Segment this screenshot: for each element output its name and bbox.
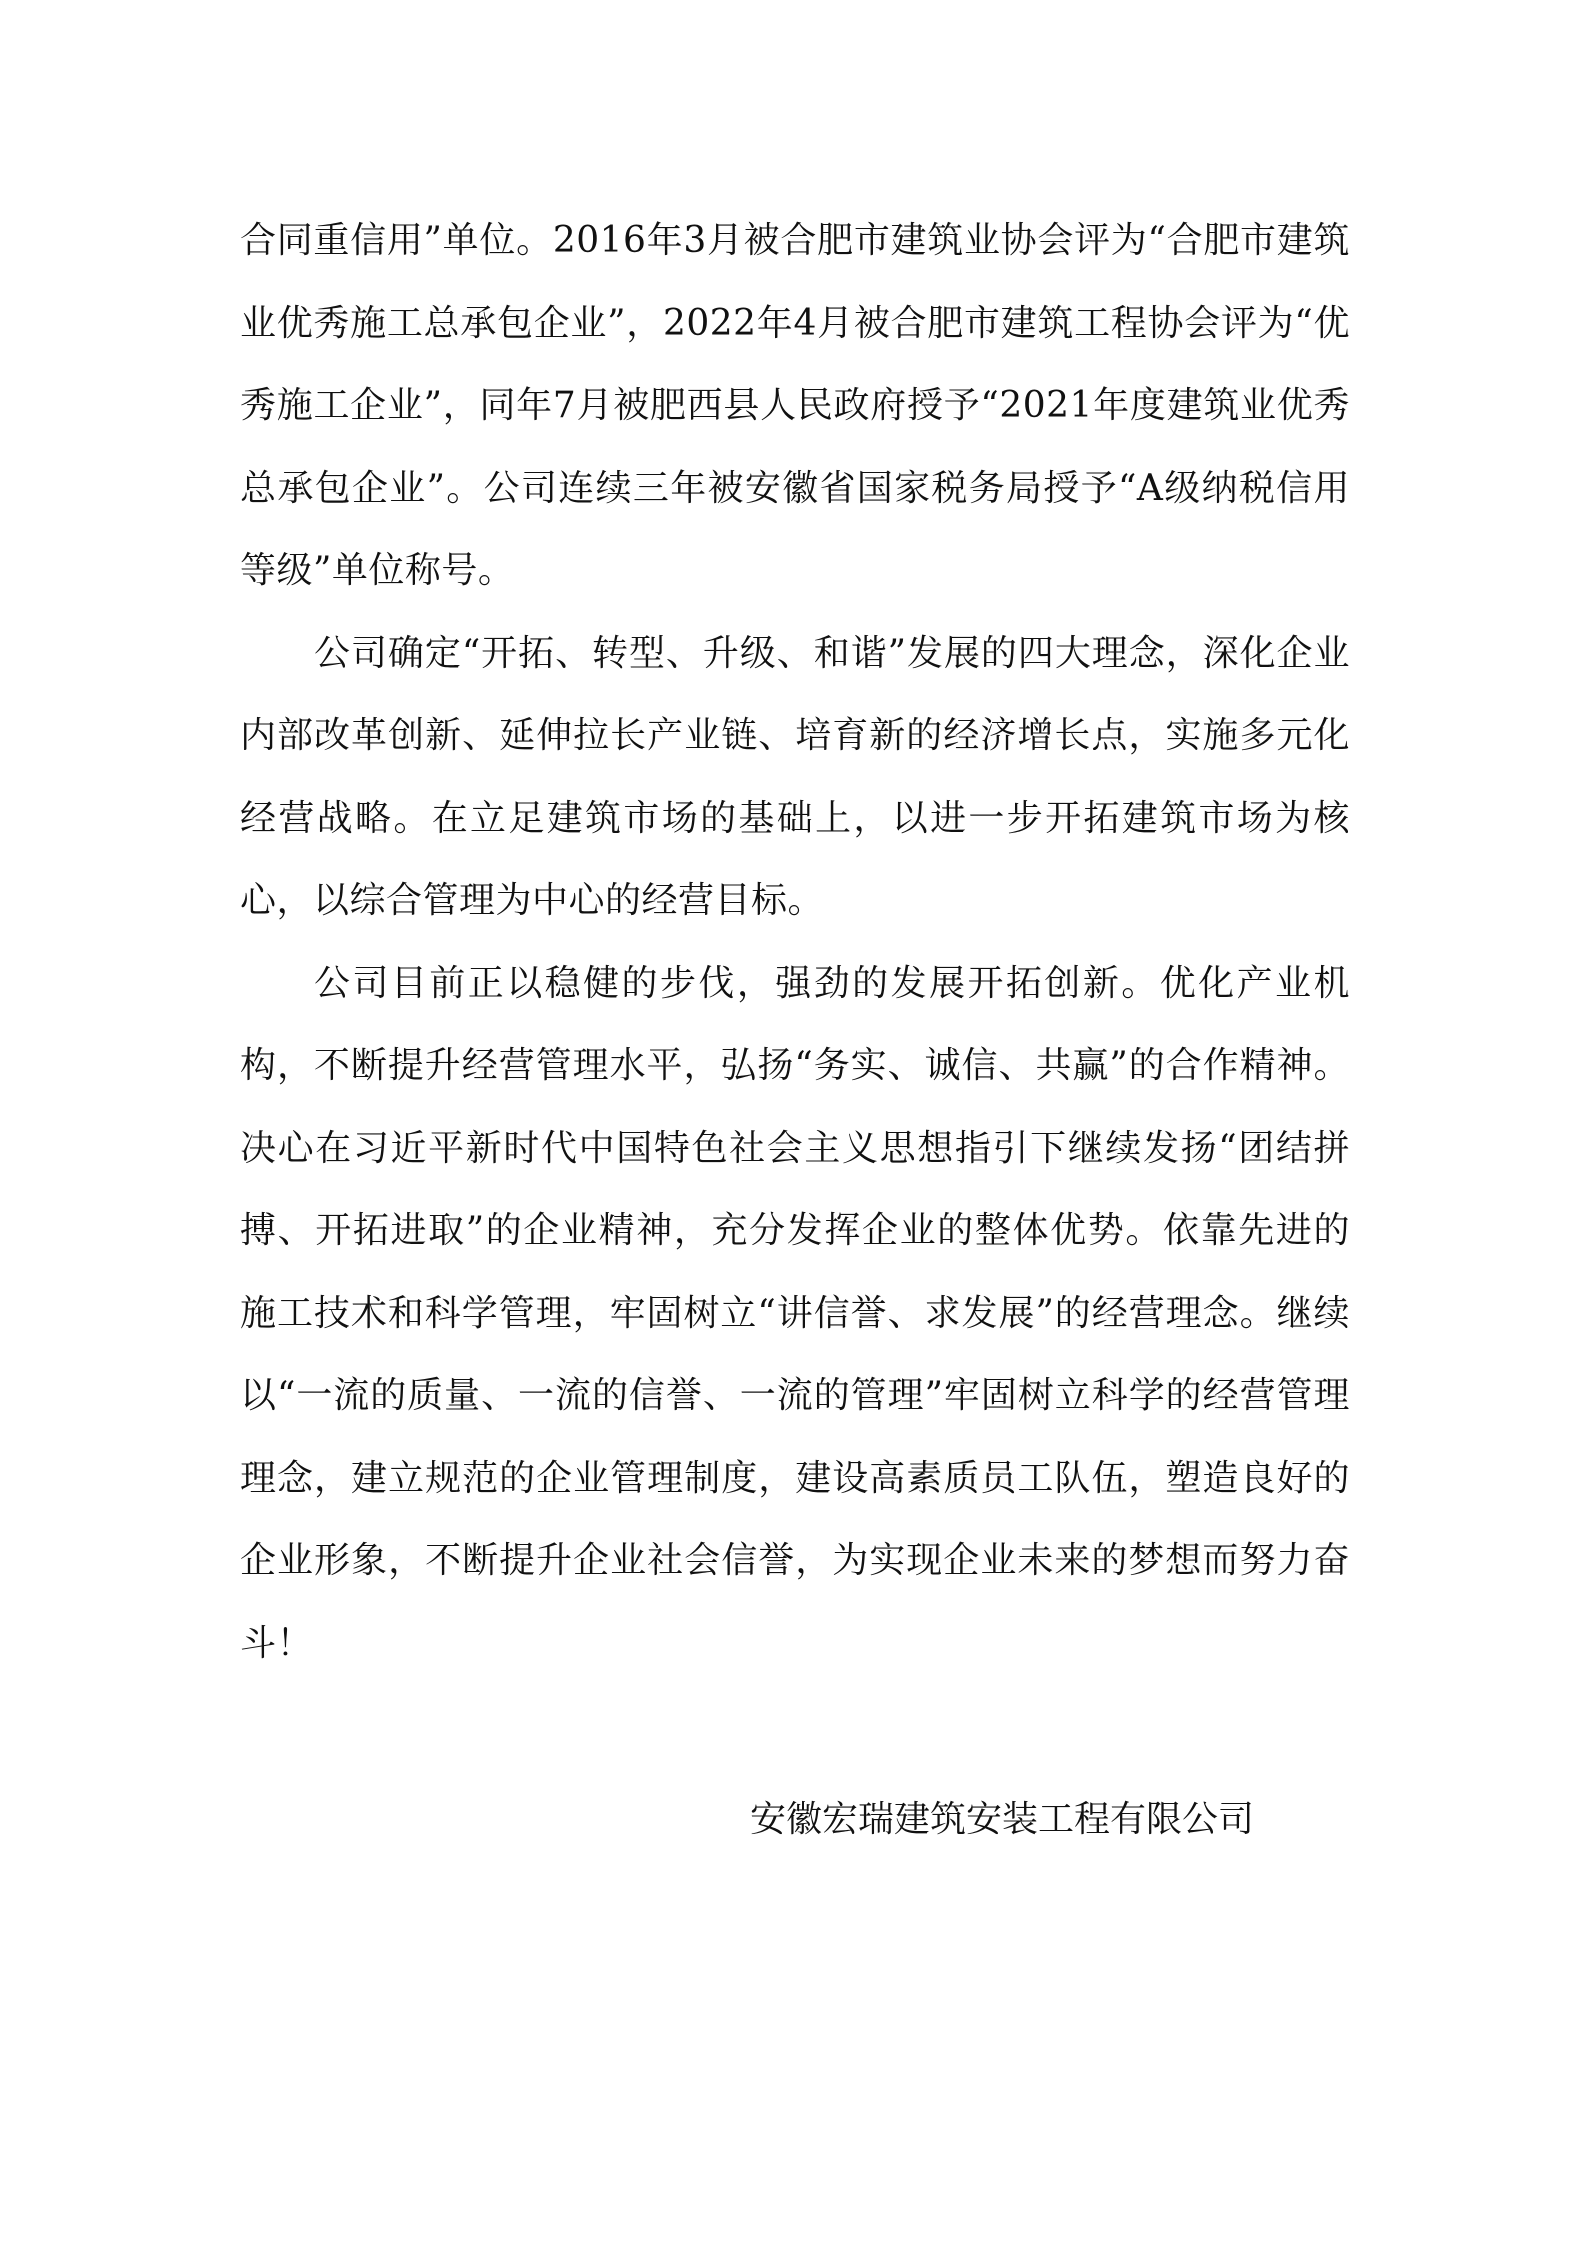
body-text	[240, 200, 1350, 1685]
paragraph-company-vision: 公司目前正以稳健的步伐，强劲的发展开拓创新。优化产业机构，不断提升经营管理水平，弘扬“务实、诚信、共赢”的合作精神。决心在习近平新时代中国特色社会主义思想指引下继续发扬“团结拼搏、开拓进取”的企业精神，充分发挥企业的整体优势。依靠先进的施工技术和科学管理，牢固树立“讲信誉、求发展”的经营理念。继续以“一流的质量、一流的信誉、一流的管理”牢固树立科学的经营管理理念，建立规范的企业管理制度，建设高素质员工队伍，塑造良好的企业形象，不断提升企业社会信誉，为实现企业未来的梦想而努力奋斗！	[240, 962, 1350, 1664]
company-signature: 安徽宏瑞建筑安装工程有限公司	[750, 1799, 1255, 1840]
paragraph-development-philosophy: 公司确定“开拓、转型、升级、和谐”发展的四大理念，深化企业内部改革创新、延伸拉长产业链、培育新的经济增长点，实施多元化经营战略。在立足建筑市场的基础上，以进一步开拓建筑市场为核心，以综合管理为中心的经营目标。	[240, 632, 1350, 921]
paragraph-continuation: 合同重信用”单位。2016年3月被合肥市建筑业协会评为“合肥市建筑业优秀施工总承包企业”，2022年4月被合肥市建筑工程协会评为“优秀施工企业”，同年7月被肥西县人民政府授予“2021年度建筑业优秀总承包企业”。公司连续三年被安徽省国家税务局授予“A级纳税信用等级”单位称号。	[240, 220, 1350, 591]
